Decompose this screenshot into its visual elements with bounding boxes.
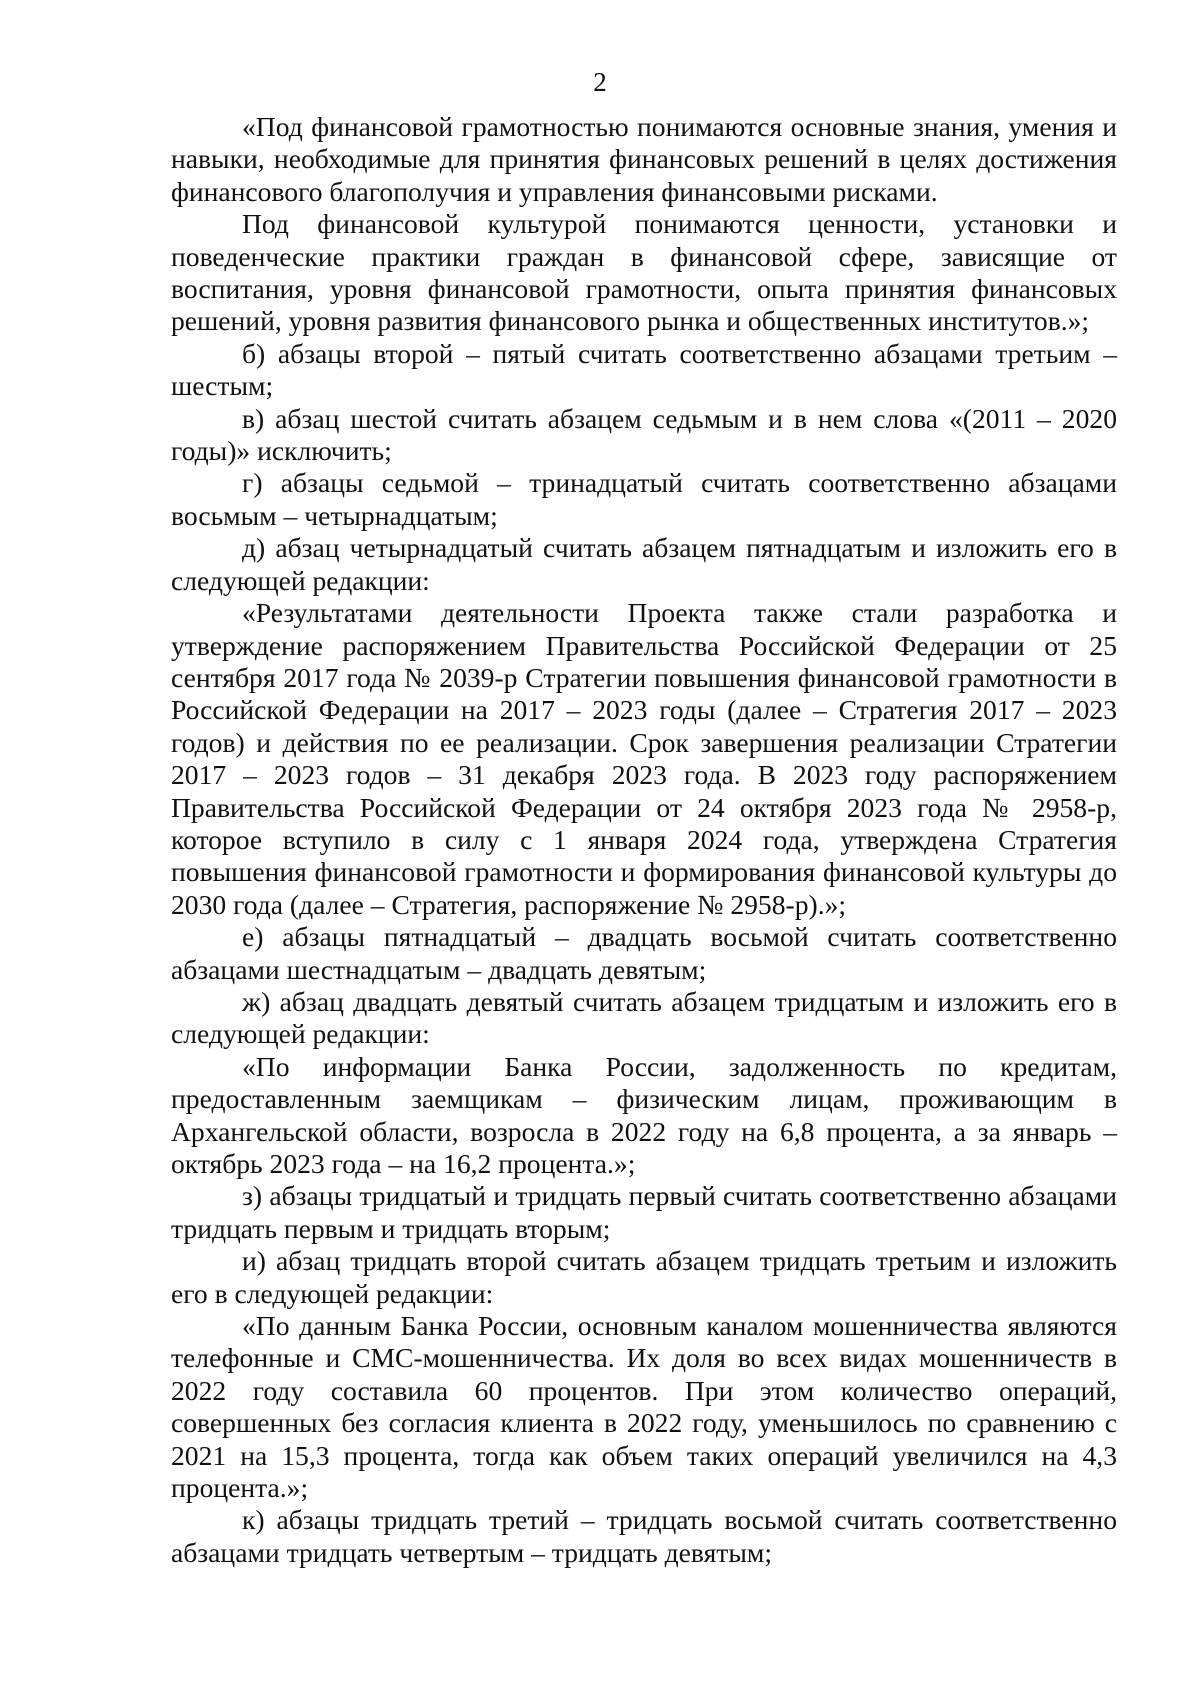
paragraph: з) абзацы тридцатый и тридцать первый считать соответственно абзацами тридцать первым и тридцать вторым; [171, 1180, 1117, 1244]
paragraph: «Под финансовой грамотностью понимаются основные знания, умения и навыки, необходимые для принятия финансовых решений в целях достижения финансового благополучия и управления финансовыми рисками. [171, 111, 1117, 207]
paragraph: к) абзацы тридцать третий – тридцать восьмой считать соответственно абзацами тридцать четвертым – тридцать девятым; [171, 1504, 1117, 1568]
paragraph: д) абзац четырнадцатый считать абзацем пятнадцатым и изложить его в следующей редакции: [171, 532, 1117, 596]
paragraph: б) абзацы второй – пятый считать соответственно абзацами третьим – шестым; [171, 337, 1117, 402]
paragraph: «По данным Банка России, основным каналом мошенничества являются телефонные и СМС-мошенничества. Их доля во всех видах мошенничеств в 2022 году составила 60 процентов. При этом количество операций, совершенных без согласия клиента в 2022 году, уменьшилось по сравнению с 2021 на 15,3 процента, тогда как объем таких операций увеличился на 4,3 процента.»; [171, 1310, 1117, 1504]
paragraph: Под финансовой культурой понимаются ценности, установки и поведенческие практики граждан в финансовой сфере, зависящие от воспитания, уровня финансовой грамотности, опыта принятия финансовых решений, уровня развития финансового рынка и общественных институтов.»; [171, 208, 1117, 337]
page-number: 2 [593, 67, 607, 97]
paragraph: е) абзацы пятнадцатый – двадцать восьмой считать соответственно абзацами шестнадцатым – двадцать девятым; [171, 921, 1117, 985]
paragraph: «Результатами деятельности Проекта также стали разработка и утверждение распоряжением Правительства Российской Федерации от 25 сентября 2017 года № 2039-р Стратегии повышения финансовой грамотности в Российской Федерации на 2017 – 2023 годы (далее – Стратегия 2017 – 2023 годов) и действия по ее реализации. Срок завершения реализации Стратегии 2017 – 2023 годов – 31 декабря 2023 года. В 2023 году распоряжением Правительства Российской Федерации от 24 октября 2023 года № 2958-р, которое вступило в силу с 1 января 2024 года, утверждена Стратегия повышения финансовой грамотности и формирования финансовой культуры до 2030 года (далее – Стратегия, распоряжение № 2958-р).»; [171, 597, 1117, 920]
paragraph: ж) абзац двадцать девятый считать абзацем тридцатым и изложить его в следующей редакции: [171, 985, 1117, 1050]
paragraph: в) абзац шестой считать абзацем седьмым и в нем слова «(2011 – 2020 годы)» исключить; [171, 402, 1117, 467]
paragraph: «По информации Банка России, задолженность по кредитам, предоставленным заемщикам – физическим лицам, проживающим в Архангельской области, возросла в 2022 году на 6,8 процента, а за январь – октябрь 2023 года – на 16,2 процента.»; [171, 1050, 1117, 1179]
paragraph: г) абзацы седьмой – тринадцатый считать соответственно абзацами восьмым – четырнадцатым; [171, 467, 1117, 531]
paragraph: и) абзац тридцать второй считать абзацем тридцать третьим и изложить его в следующей редакции: [171, 1245, 1117, 1309]
document-body [171, 111, 1117, 1569]
